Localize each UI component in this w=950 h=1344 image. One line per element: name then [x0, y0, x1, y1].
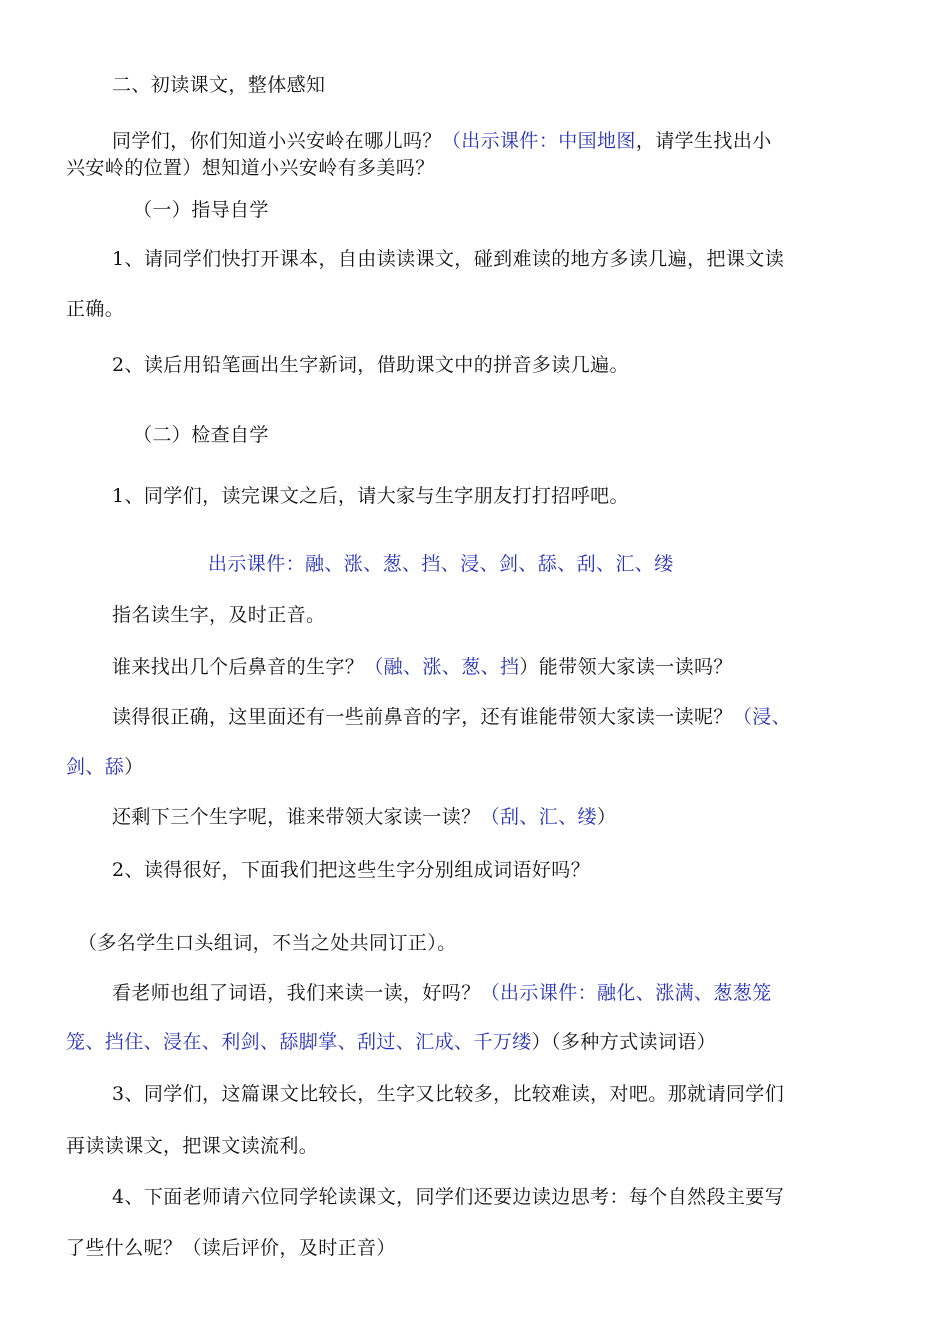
text-line — [66, 296, 886, 322]
highlighted-text: （出示课件：中国地图 — [441, 130, 636, 152]
text-span: 看老师也组了词语，我们来读一读，好吗？ — [112, 982, 481, 1004]
text-line — [112, 1081, 932, 1107]
text-span: 1、同学们，读完课文之后，请大家与生字朋友打打招呼吧。 — [112, 485, 629, 507]
text-line — [66, 1029, 886, 1055]
text-span: （一）指导自学 — [133, 199, 269, 221]
text-span: 了些什么呢？（读后评价，及时正音） — [66, 1237, 396, 1259]
text-line — [112, 128, 932, 154]
highlighted-text: （出示课件：融化、涨满、葱葱笼 — [480, 982, 772, 1004]
text-span: 兴安岭的位置）想知道小兴安岭有多美吗？ — [66, 157, 435, 179]
text-span: 再读读课文，把课文读流利。 — [66, 1135, 319, 1157]
text-line — [112, 980, 932, 1006]
text-line — [112, 857, 932, 883]
text-span: 二、初读课文，整体感知 — [112, 74, 326, 96]
text-span: （二）检查自学 — [133, 424, 269, 446]
text-span: ）能带领大家读一读吗？ — [519, 656, 733, 678]
highlighted-text: 剑、舔 — [66, 756, 125, 778]
text-span: 2、读得很好，下面我们把这些生字分别组成词语好吗？ — [112, 859, 591, 881]
text-span: 指名读生字，及时正音。 — [112, 604, 326, 626]
text-span: 4、下面老师请六位同学轮读课文，同学们还要边读边思考：每个自然段主要写 — [112, 1186, 785, 1208]
text-span: （多名学生口头组词，不当之处共同订正）。 — [78, 932, 457, 954]
text-line — [78, 930, 898, 956]
text-line — [112, 72, 932, 98]
highlighted-text: （刮、汇、缕 — [480, 806, 598, 828]
text-line — [112, 704, 932, 730]
text-span: 同学们，你们知道小兴安岭在哪儿吗？ — [112, 130, 442, 152]
text-line — [112, 1184, 932, 1210]
text-span: ）（多种方式读词语） — [531, 1031, 717, 1053]
text-line — [208, 551, 950, 577]
text-span: 还剩下三个生字呢，谁来带领大家读一读？ — [112, 806, 481, 828]
text-line — [133, 197, 950, 223]
text-line — [112, 246, 932, 272]
text-span: 谁来找出几个后鼻音的生字？ — [112, 656, 365, 678]
text-line — [66, 1133, 886, 1159]
text-span: ） — [124, 756, 144, 778]
text-span: ，请学生找出小 — [635, 130, 772, 152]
highlighted-text: 出示课件：融、涨、葱、挡、浸、剑、舔、刮、汇、缕 — [208, 553, 674, 575]
text-line — [112, 602, 932, 628]
highlighted-text: （浸、 — [732, 706, 792, 728]
highlighted-text: （融、涨、葱、挡 — [364, 656, 520, 678]
text-line — [66, 1235, 886, 1261]
text-span: ） — [597, 806, 617, 828]
text-line — [112, 654, 932, 680]
text-line — [112, 352, 932, 378]
text-line — [112, 483, 932, 509]
text-span: 1、请同学们快打开课本，自由读读课文，碰到难读的地方多读几遍，把课文读 — [112, 248, 785, 270]
text-line — [112, 804, 932, 830]
text-span: 读得很正确，这里面还有一些前鼻音的字，还有谁能带领大家读一读呢？ — [112, 706, 733, 728]
text-line — [133, 422, 950, 448]
text-span: 2、读后用铅笔画出生字新词，借助课文中的拼音多读几遍。 — [112, 354, 629, 376]
text-span: 正确。 — [66, 298, 125, 320]
text-line — [66, 754, 886, 780]
highlighted-text: 笼、挡住、浸在、利剑、舔脚掌、刮过、汇成、千万缕 — [66, 1031, 532, 1053]
text-line — [66, 155, 886, 181]
text-span: 3、同学们，这篇课文比较长，生字又比较多，比较难读，对吧。那就请同学们 — [112, 1083, 785, 1105]
